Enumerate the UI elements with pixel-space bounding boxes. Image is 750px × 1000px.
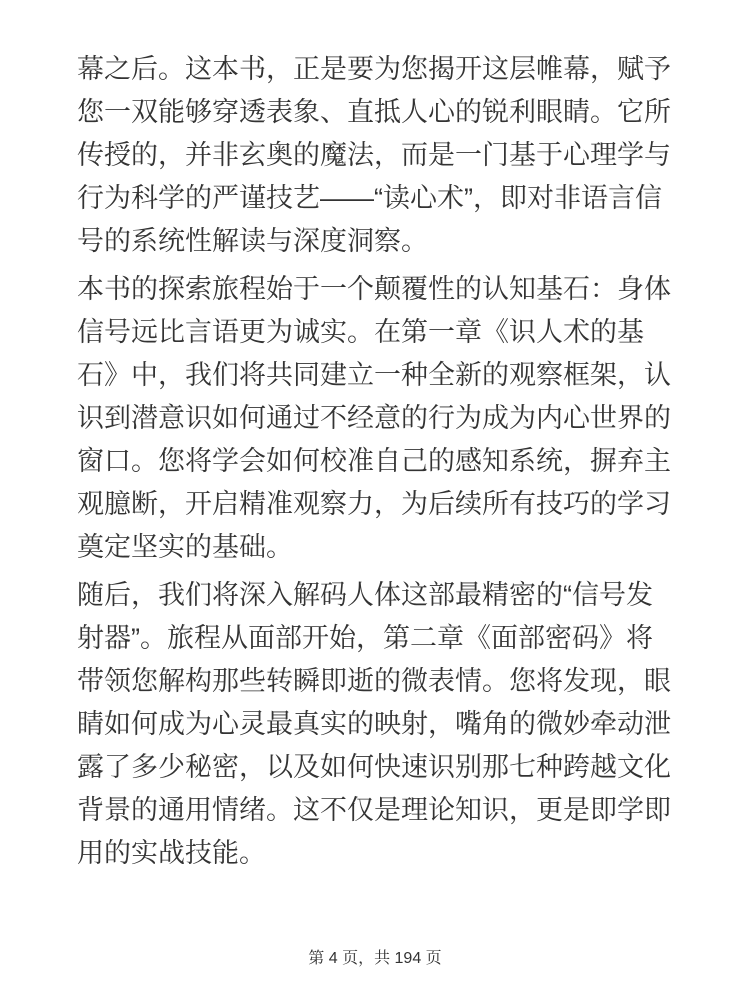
paragraph: 幕之后。这本书，正是要为您揭开这层帷幕，赋予您一双能够穿透表象、直抵人心的锐利眼睛。它所传授的，并非玄奥的魔法，而是一门基于心理学与行为科学的严谨技艺——“读心术”，即对非语言信号的系统性解读与深度洞察。 <box>77 54 671 256</box>
paragraph: 随后，我们将深入解码人体这部最精密的“信号发射器”。旅程从面部开始，第二章《面部密码》将带领您解构那些转瞬即逝的微表情。您将发现，眼睛如何成为心灵最真实的映射，嘴角的微妙牵动泄露了多少秘密，以及如何快速识别那七种跨越文化背景的通用情绪。这不仅是理论知识，更是即学即用的实战技能。 <box>77 580 671 868</box>
page-footer <box>0 951 750 967</box>
page-number-indicator: 第 4 页，共 194 页 <box>308 950 442 967</box>
paragraph: 本书的探索旅程始于一个颠覆性的认知基石：身体信号远比言语更为诚实。在第一章《识人术的基石》中，我们将共同建立一种全新的观察框架，认识到潜意识如何通过不经意的行为成为内心世界的窗口。您将学会如何校准自己的感知系统，摒弃主观臆断，开启精准观察力，为后续所有技巧的学习奠定坚实的基础。 <box>77 274 671 562</box>
